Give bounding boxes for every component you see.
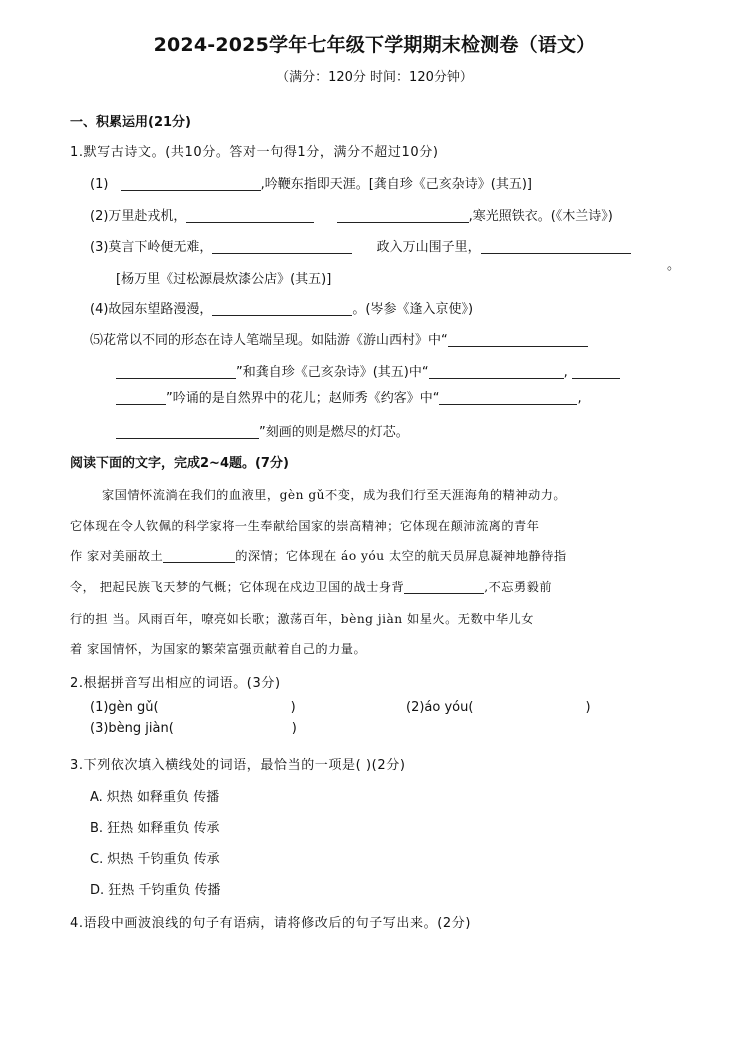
passage-text: ,不忘勇毅前 [484,580,553,594]
item-text: ”和龚自珍《己亥杂诗》(其五)中“ [236,365,429,380]
item-number: (1) [90,177,109,192]
passage-text: 令， 把起民族飞天梦的气概；它体现在戍边卫国的战士身背 [70,580,405,594]
item-text: (2)万里赴戎机， [90,209,187,224]
q1-item-3 [90,236,631,255]
item-text: ”吟诵的是自然界中的花儿；赵师秀《约客》中“ [166,391,440,406]
passage-text: 作 家对美丽故土 [70,549,164,563]
answer-blank[interactable] [439,390,577,405]
answer-blank[interactable] [212,301,352,316]
answer-blank[interactable] [121,176,261,191]
pinyin-label: (3)bèng jiàn( [90,721,174,736]
item-text: 。(岑参《逢入京使》) [352,302,474,317]
q1-item-5-line-4 [116,421,409,440]
reading-heading: 阅读下面的文字，完成2~4题。(7分) [70,456,289,471]
passage-line-2: 它体现在令人钦佩的科学家将一生奉献给国家的崇高精神；它体现在颠沛流离的青年 [70,519,540,533]
answer-blank[interactable] [481,239,631,254]
option-b[interactable]: B. 狂热 如释重负 传承 [90,821,220,836]
answer-blank[interactable] [448,332,588,347]
question-2-stem: 2.根据拼音写出相应的词语。(3分) [70,676,281,691]
item-text: ⑸花常以不同的形态在诗人笔端呈现。如陆游《游山西村》中“ [90,333,448,348]
item-text: ,吟鞭东指即天涯。[龚自珍《己亥杂诗》(其五)] [260,177,532,192]
passage-line-4 [70,578,552,595]
answer-blank[interactable] [116,390,166,405]
answer-blank[interactable] [337,208,469,223]
option-d[interactable]: D. 狂热 千钧重负 传播 [90,883,221,898]
page-subtitle: （满分：120分 时间：120分钟） [276,70,473,85]
q1-item-4 [90,298,473,317]
q2-answer-3 [90,721,297,736]
item-text: 政入万山围子里， [376,240,481,255]
q1-item-3-source: [杨万里《过松源晨炊漆公店》(其五)] [116,272,332,287]
answer-blank[interactable] [116,364,236,379]
answer-blank[interactable] [186,208,314,223]
q1-item-5-line-3 [116,387,582,406]
q1-item-3-end: 。 [667,258,681,273]
answer-blank[interactable] [163,548,235,563]
question-4-stem: 4.语段中画波浪线的句子有语病，请将修改后的句子写出来。(2分) [70,916,472,931]
passage-line-5: 行的担 当。风雨百年，嘹亮如长歌；激荡百年，bèng jiàn 如星火。无数中华儿女 [70,612,534,626]
pinyin-label: (1)gèn gǔ( [90,700,159,715]
item-text: ”刻画的则是燃尽的灯芯。 [259,425,409,440]
passage-line-3 [70,547,567,564]
paren-close: ) [291,721,297,736]
passage-line-1: 家国情怀流淌在我们的血液里，gèn gǔ不变，成为我们行至天涯海角的精神动力。 [102,488,567,502]
passage-line-6: 着 家国情怀，为国家的繁荣富强贡献着自己的力量。 [70,642,367,656]
section-heading: 一、积累运用(21分) [70,115,191,130]
answer-blank[interactable] [404,579,484,594]
q1-item-5-line-2 [116,361,620,380]
item-text: ,寒光照铁衣。(《木兰诗》) [468,209,613,224]
answer-blank[interactable] [212,239,352,254]
item-text: , [577,391,582,406]
q1-item-2 [90,205,613,224]
passage-text: 的深情；它体现在 áo yóu 太空的航天员屏息凝神地静待指 [235,549,567,563]
q2-answer-1 [90,700,296,715]
answer-blank[interactable] [429,364,564,379]
page-title: 2024-2025学年七年级下学期期末检测卷（语文） [153,34,596,56]
item-text: (4)故园东望路漫漫， [90,302,213,317]
option-c[interactable]: C. 炽热 千钧重负 传承 [90,852,220,867]
item-text: , [563,365,568,380]
answer-blank[interactable] [572,364,620,379]
pinyin-label: (2)áo yóu( [406,700,474,715]
paren-close: ) [585,700,591,715]
question-3-stem: 3.下列依次填入横线处的词语，最恰当的一项是( )(2分) [70,758,406,773]
q1-item-5-line-1 [90,329,588,348]
paren-close: ) [290,700,296,715]
question-1-stem: 1.默写古诗文。(共10分。答对一句得1分，满分不超过10分) [70,145,439,160]
answer-blank[interactable] [116,424,259,439]
q2-answer-2 [406,700,591,715]
option-a[interactable]: A. 炽热 如释重负 传播 [90,790,220,805]
q1-item-1 [90,173,532,192]
item-text: (3)莫言下岭便无难， [90,240,213,255]
